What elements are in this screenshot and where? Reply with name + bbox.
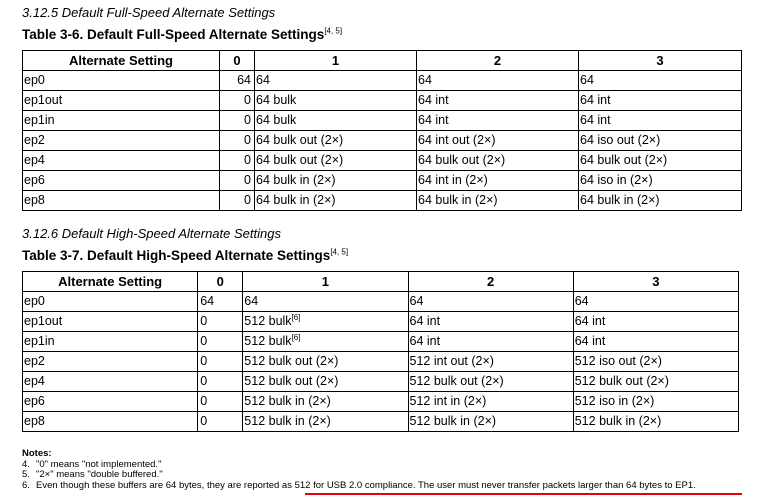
note-text: "0" means "not implemented." — [36, 458, 162, 470]
cell-text: 64 bulk out (2×) — [256, 153, 344, 167]
table-cell — [243, 392, 408, 412]
table-cell — [579, 131, 742, 151]
table-cell — [573, 352, 738, 372]
note-number: 5. — [22, 469, 30, 480]
table-cell — [198, 292, 243, 312]
cell-text: ep4 — [24, 374, 45, 388]
cell-text: 0 — [244, 113, 251, 127]
table-row — [23, 151, 742, 171]
column-header: 0 — [198, 272, 243, 292]
column-header: Alternate Setting — [23, 51, 220, 71]
table-cell — [198, 412, 243, 432]
table-cell — [23, 392, 198, 412]
table-row — [23, 91, 742, 111]
table-cell — [198, 332, 243, 352]
column-header: 1 — [243, 272, 408, 292]
table-cell — [255, 151, 417, 171]
table-title-refs: [4, 5] — [330, 247, 349, 257]
cell-text: 64 int in (2×) — [418, 173, 488, 187]
table-row — [23, 372, 739, 392]
table-row — [23, 332, 739, 352]
cell-text: 0 — [200, 354, 208, 368]
table-title-text: Table 3-7. Default High-Speed Alternate Settings — [22, 248, 331, 263]
table-cell — [220, 131, 255, 151]
cell-text: 512 bulk in (2×) — [574, 414, 662, 428]
cell-text: 64 int — [574, 314, 606, 328]
cell-text: 0 — [200, 414, 208, 428]
table-cell — [198, 312, 243, 332]
cell-text: ep6 — [24, 173, 45, 187]
table-cell — [408, 292, 573, 312]
table-cell — [198, 392, 243, 412]
note-number: 4. — [22, 458, 30, 470]
cell-text: 512 bulk in (2×) — [244, 394, 331, 408]
cell-text: 512 bulk out (2×) — [409, 374, 504, 388]
table-cell — [408, 412, 573, 432]
table-title-refs: [4, 5] — [324, 26, 343, 36]
cell-text: 64 int out (2×) — [418, 133, 496, 147]
cell-text: ep2 — [24, 133, 45, 147]
table-cell — [579, 91, 742, 111]
cell-text: 64 int — [418, 93, 449, 107]
table-cell — [23, 412, 198, 432]
cell-text: 64 int — [409, 314, 441, 328]
table-cell — [255, 111, 417, 131]
cell-text: 64 bulk out (2×) — [580, 153, 668, 167]
table-cell — [255, 91, 417, 111]
table-row — [23, 292, 739, 312]
cell-text: ep6 — [24, 394, 45, 408]
cell-text: 0 — [200, 394, 208, 408]
column-header: 2 — [408, 272, 573, 292]
cell-text: ep2 — [24, 354, 45, 368]
table-cell — [417, 111, 579, 131]
cell-text: 64 — [409, 294, 424, 308]
cell-text: 0 — [244, 193, 251, 207]
cell-text: 64 int — [418, 113, 449, 127]
full-speed-table — [22, 50, 742, 211]
cell-text: 512 bulk out (2×) — [574, 374, 669, 388]
table-cell — [417, 91, 579, 111]
cell-text: 64 int — [574, 334, 606, 348]
cell-text: ep8 — [24, 414, 45, 428]
cell-text: 512 int in (2×) — [409, 394, 487, 408]
cell-text: 64 bulk in (2×) — [256, 173, 336, 187]
table-cell — [408, 312, 573, 332]
cell-text: 64 — [580, 73, 594, 87]
table-cell — [579, 71, 742, 91]
cell-text: ep4 — [24, 153, 45, 167]
cell-text: 64 int — [580, 113, 611, 127]
table-cell — [573, 412, 738, 432]
section-heading-high-speed: 3.12.6 Default High-Speed Alternate Settings — [22, 226, 281, 241]
high-speed-table — [22, 271, 739, 432]
cell-text: 64 — [256, 73, 270, 87]
table-row — [23, 392, 739, 412]
table-row — [23, 171, 742, 191]
table-cell — [243, 372, 408, 392]
table-cell — [23, 151, 220, 171]
cell-text: 512 bulk in (2×) — [244, 414, 331, 428]
cell-text: ep1in — [24, 113, 55, 127]
table-cell — [417, 191, 579, 211]
table-cell — [23, 171, 220, 191]
table-cell — [23, 292, 198, 312]
table-row — [23, 71, 742, 91]
column-header: Alternate Setting — [23, 272, 198, 292]
table-cell — [23, 352, 198, 372]
highlight-underline — [305, 493, 742, 495]
table-row — [23, 412, 739, 432]
table-cell — [23, 111, 220, 131]
table-cell — [23, 312, 198, 332]
table-cell — [408, 352, 573, 372]
cell-text: 64 bulk — [256, 113, 297, 127]
table-cell — [23, 191, 220, 211]
cell-text: 64 int — [580, 93, 611, 107]
table-title-high-speed — [22, 248, 348, 263]
table-cell — [417, 71, 579, 91]
cell-text: 512 bulk out (2×) — [244, 354, 339, 368]
cell-text: 64 — [200, 294, 215, 308]
notes-heading: Notes: — [22, 448, 52, 459]
cell-text: 512 bulk — [244, 334, 292, 348]
footnote-ref: [6] — [291, 312, 301, 322]
table-cell — [243, 312, 408, 332]
table-row — [23, 191, 742, 211]
cell-text: ep1out — [24, 314, 63, 328]
cell-text: 64 — [237, 73, 251, 87]
note-number: 6. — [22, 479, 30, 491]
column-header: 3 — [579, 51, 742, 71]
table-cell — [408, 332, 573, 352]
table-title-text: Table 3-6. Default Full-Speed Alternate Settings — [22, 27, 325, 42]
table-row — [23, 352, 739, 372]
cell-text: 64 bulk in (2×) — [418, 193, 498, 207]
table-header-row — [23, 272, 739, 292]
cell-text: 0 — [200, 314, 208, 328]
cell-text: 64 bulk out (2×) — [418, 153, 506, 167]
cell-text: ep1out — [24, 93, 63, 107]
table-cell — [408, 372, 573, 392]
table-cell — [220, 111, 255, 131]
cell-text: 64 — [244, 294, 259, 308]
cell-text: 0 — [244, 173, 251, 187]
table-cell — [23, 91, 220, 111]
table-row — [23, 111, 742, 131]
table-cell — [417, 151, 579, 171]
table-cell — [243, 292, 408, 312]
table-header-row — [23, 51, 742, 71]
table-cell — [220, 151, 255, 171]
table-cell — [417, 171, 579, 191]
cell-text: 64 — [574, 294, 589, 308]
cell-text: 512 int out (2×) — [409, 354, 494, 368]
note-text: "2×" means "double buffered." — [36, 469, 163, 480]
table-cell — [573, 372, 738, 392]
cell-text: 64 bulk out (2×) — [256, 133, 344, 147]
table-cell — [243, 412, 408, 432]
cell-text: 0 — [200, 374, 208, 388]
cell-text: 64 bulk in (2×) — [256, 193, 336, 207]
cell-text: 64 bulk in (2×) — [580, 193, 660, 207]
table-cell — [408, 392, 573, 412]
cell-text: ep8 — [24, 193, 45, 207]
table-cell — [243, 352, 408, 372]
cell-text: 512 bulk out (2×) — [244, 374, 339, 388]
cell-text: 64 iso out (2×) — [580, 133, 661, 147]
table-cell — [23, 131, 220, 151]
table-cell — [573, 312, 738, 332]
table-title-full-speed — [22, 27, 342, 42]
cell-text: 64 iso in (2×) — [580, 173, 653, 187]
table-cell — [23, 372, 198, 392]
table-cell — [573, 392, 738, 412]
table-cell — [579, 171, 742, 191]
table-row — [23, 312, 739, 332]
note-item — [22, 470, 696, 481]
table-cell — [198, 372, 243, 392]
cell-text: 512 bulk in (2×) — [409, 414, 497, 428]
table-cell — [255, 131, 417, 151]
notes-block — [22, 449, 696, 491]
table-cell — [573, 292, 738, 312]
cell-text: 512 iso in (2×) — [574, 394, 655, 408]
cell-text: 0 — [244, 153, 251, 167]
table-cell — [579, 111, 742, 131]
column-header: 3 — [573, 272, 738, 292]
note-item — [22, 481, 696, 492]
table-cell — [220, 71, 255, 91]
cell-text: 512 bulk — [244, 314, 292, 328]
table-cell — [23, 71, 220, 91]
column-header: 0 — [220, 51, 255, 71]
cell-text: 0 — [244, 133, 251, 147]
column-header: 2 — [417, 51, 579, 71]
cell-text: 0 — [244, 93, 251, 107]
cell-text: 512 iso out (2×) — [574, 354, 662, 368]
table-cell — [220, 191, 255, 211]
table-cell — [255, 71, 417, 91]
section-heading-full-speed: 3.12.5 Default Full-Speed Alternate Settings — [22, 5, 276, 20]
table-row — [23, 131, 742, 151]
table-cell — [579, 191, 742, 211]
column-header: 1 — [255, 51, 417, 71]
table-cell — [579, 151, 742, 171]
table-cell — [243, 332, 408, 352]
cell-text: ep1in — [24, 334, 55, 348]
table-cell — [417, 131, 579, 151]
table-cell — [23, 332, 198, 352]
cell-text: 64 — [418, 73, 432, 87]
table-cell — [220, 171, 255, 191]
cell-text: 0 — [200, 334, 208, 348]
cell-text: ep0 — [24, 73, 45, 87]
table-cell — [220, 91, 255, 111]
footnote-ref: [6] — [291, 332, 301, 342]
table-cell — [255, 191, 417, 211]
table-cell — [573, 332, 738, 352]
note-text: Even though these buffers are 64 bytes, they are reported as 512 for USB 2.0 compliance. The user must never transfer packets larger than 64 bytes to EP1. — [36, 479, 696, 491]
table-cell — [198, 352, 243, 372]
table-cell — [255, 171, 417, 191]
cell-text: ep0 — [24, 294, 45, 308]
cell-text: 64 bulk — [256, 93, 297, 107]
cell-text: 64 int — [409, 334, 441, 348]
